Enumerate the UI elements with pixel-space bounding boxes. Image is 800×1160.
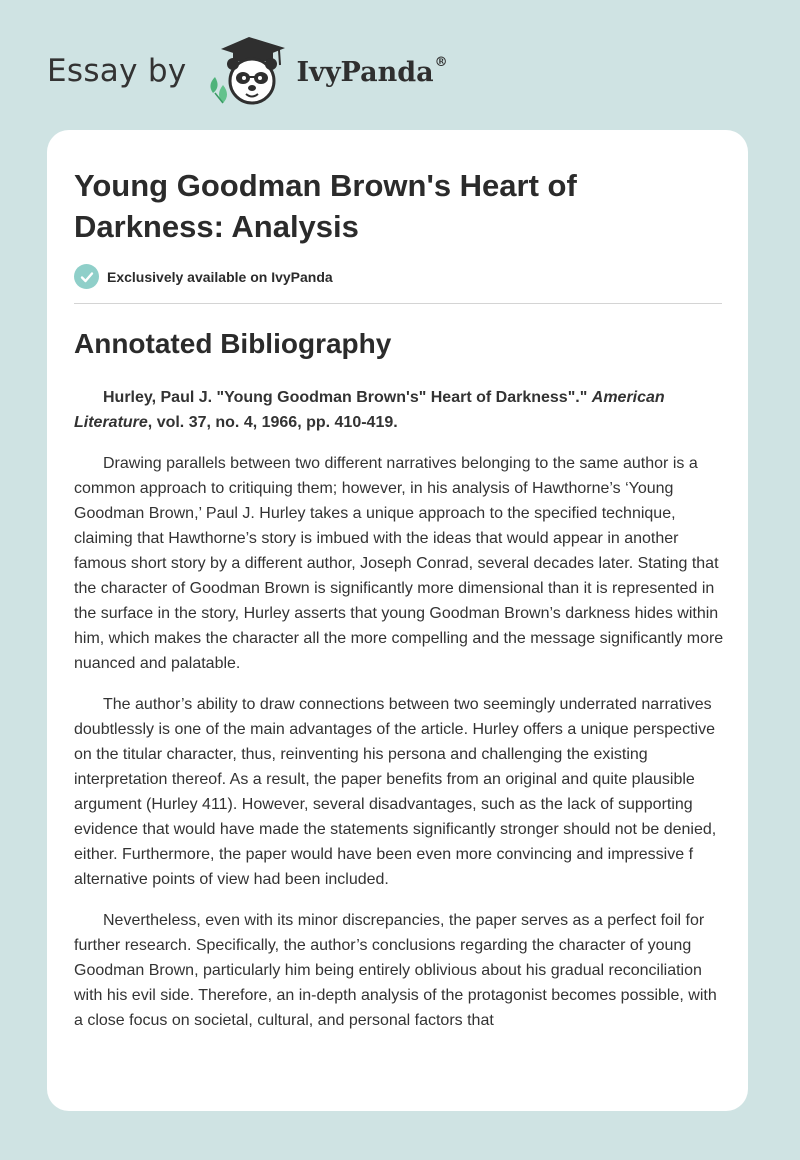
ivypanda-logo-icon[interactable] [201, 35, 291, 107]
exclusive-badge [74, 264, 333, 289]
divider [74, 303, 722, 304]
essay-body [74, 385, 729, 1049]
brand-text: IvyPanda [296, 56, 434, 88]
citation-journal: American Literature [74, 389, 665, 431]
paragraph: Drawing parallels between two different narratives belonging to the same author is a common approach to critiquing them; however, in his analysis of Hawthorne’s ‘Young Goodman Brown,’ Paul J. Hurley takes a unique approach to the specified technique, claiming that Hawthorne’s story is imbued with the ideas that would appear in another famous short story by a different author, Joseph Conrad, several decades later. Stating that the character of Goodman Brown is significantly more dimensional than it is represented in the surface in the story, Hurley asserts that young Goodman Brown’s darkness hides within him, which makes the character all the more compelling and the message significantly more nuanced and palatable. [74, 455, 724, 672]
citation [74, 385, 729, 435]
section-heading: Annotated Bibliography [74, 328, 392, 359]
panda-graduate-icon [201, 35, 291, 107]
brand-name[interactable] [296, 54, 448, 88]
paragraph: Nevertheless, even with its minor discrepancies, the paper serves as a perfect foil for further research. Specifically, the author’s conclusions regarding the character of young Goodman Brown, particularly him being entirely oblivious about his gradual reconciliation with his evil side. Therefore, an in-depth analysis of the protagonist becomes possible, with a close focus on societal, cultural, and personal factors that [74, 912, 717, 1029]
citation-tail: , vol. 37, no. 4, 1966, pp. 410-419. [147, 414, 398, 431]
site-header [47, 36, 448, 106]
citation-lead: Hurley, Paul J. "Young Goodman Brown's" Heart of Darkness"." [103, 389, 592, 406]
essay-card [47, 130, 748, 1111]
paragraph: The author’s ability to draw connections between two seemingly underrated narratives doubtlessly is one of the main advantages of the article. Hurley offers a unique perspective on the titular character, thus, reinventing his persona and challenging the existing interpretation thereof. As a result, the paper benefits from an original and quite plausible argument (Hurley 411). However, several disadvantages, such as the lack of supporting evidence that would have made the statements significantly stronger should not be denied, either. Furthermore, the paper would have been even more convincing and impressive f alternative points of view had been included. [74, 696, 717, 888]
registered-mark: ® [434, 54, 448, 70]
exclusive-label: Exclusively available on IvyPanda [107, 268, 333, 285]
essay-by-label: Essay by [47, 53, 187, 89]
essay-title: Young Goodman Brown's Heart of Darkness: Analysis [74, 168, 577, 244]
check-icon [74, 264, 99, 289]
